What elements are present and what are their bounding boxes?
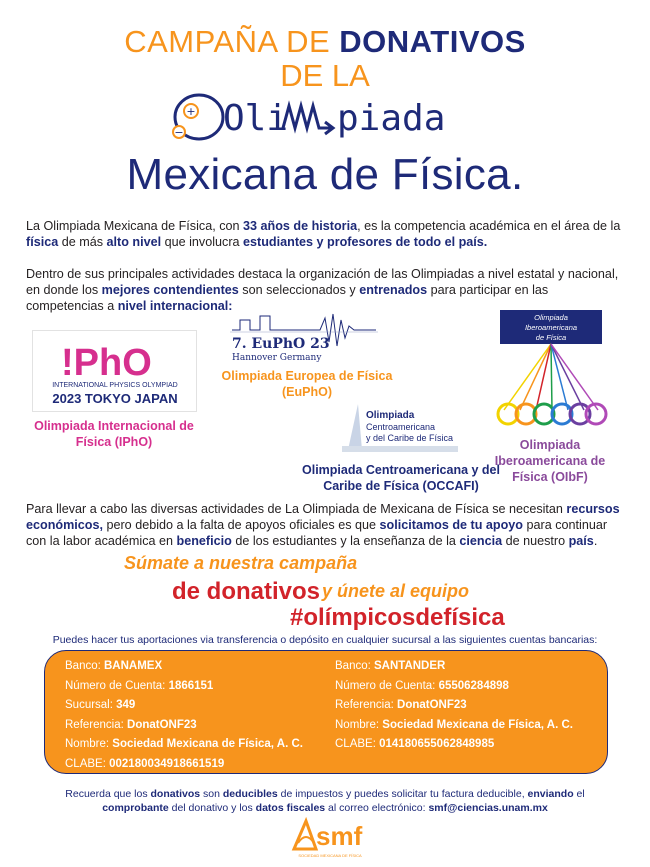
eupho-logo-title: 7. EuPhO 23 <box>232 336 330 352</box>
slogan-hashtag: #olímpicosdefísica <box>290 604 505 631</box>
body-text: de los estudiantes y la enseñanza de la <box>231 534 460 548</box>
bank-field-row <box>65 677 303 697</box>
eupho-logo-sub: Hannover Germany <box>232 353 322 363</box>
body-text: son <box>200 788 223 800</box>
body-text: que involucra <box>161 235 244 249</box>
bank-accounts-panel <box>44 650 608 774</box>
logo-plus-sign: + <box>186 105 196 118</box>
body-text: . <box>593 534 598 548</box>
olimpiada-logo <box>165 88 495 146</box>
emphasis-text: alto nivel <box>106 235 162 249</box>
emphasis-text: física <box>26 235 59 249</box>
bank-field-value: 014180655062848985 <box>379 738 495 750</box>
emphasis-text: comprobante <box>102 802 169 814</box>
occafi-logo <box>338 398 458 454</box>
bank-field-row <box>335 716 573 736</box>
bank-column-banamex <box>65 657 303 774</box>
occafi-logo-line1: Olimpiada <box>366 410 415 421</box>
ipho-logo-year: 2023 TOKYO JAPAN <box>52 391 178 406</box>
emphasis-text: 33 años de historia <box>243 219 358 233</box>
bank-field-row <box>65 755 303 775</box>
smf-logo-mark <box>294 821 316 849</box>
campaign-title-line3: Mexicana de Física. <box>126 150 524 199</box>
title-donativos-text: DONATIVOS <box>339 24 526 59</box>
bank-field-value: BANAMEX <box>104 660 163 672</box>
bank-field-label: Referencia: <box>335 699 398 711</box>
bank-field-label: Número de Cuenta: <box>335 679 439 692</box>
body-text: Dentro de sus principales actividades destaca la organización de las Olimpiadas a nivel estatal y nacional, en donde los <box>26 267 619 297</box>
eupho-caption: Olimpiada Europea de Física (EuPhO) <box>221 369 393 399</box>
bank-field-value: 349 <box>116 699 136 711</box>
bank-field-label: Número de Cuenta: <box>65 679 169 692</box>
title-campaign-text: CAMPAÑA DE <box>124 24 340 59</box>
emphasis-text: donativos <box>150 788 201 800</box>
emphasis-text: beneficio <box>176 534 232 548</box>
emphasis-text: mejores contendientes <box>101 283 239 297</box>
ipho-logo <box>32 330 197 412</box>
campaign-title-line1 <box>0 24 650 60</box>
intro-paragraph-2 <box>26 266 626 314</box>
bank-field-label: Sucursal: <box>65 699 117 711</box>
logo-text-right: piada <box>337 98 446 139</box>
body-text: son seleccionados y <box>238 283 360 297</box>
bank-field-row <box>65 696 303 716</box>
ipho-logo-graphic <box>33 331 198 413</box>
bank-column-santander <box>335 657 573 755</box>
body-text: , es la competencia académica en el área de la <box>357 219 621 233</box>
appeal-paragraph <box>26 501 626 549</box>
bank-field-value: 1866151 <box>168 679 214 692</box>
bank-field-label: Nombre: <box>65 738 113 750</box>
body-text: del donativo y los <box>168 802 256 814</box>
occafi-caption: Olimpiada Centroamericana y del Caribe de Física (OCCAFI) <box>302 463 500 493</box>
bank-field-value: 65506284898 <box>438 679 509 692</box>
bank-intro: Puedes hacer tus aportaciones via transferencia o depósito en cualquier sucursal a las siguientes cuentas bancarias: <box>52 634 598 646</box>
eupho-logo <box>230 312 378 364</box>
body-text: Para llevar a cabo las diversas actividades de La Olimpiada de Mexicana de Física se necesitan <box>26 502 567 516</box>
emphasis-text: ciencia <box>459 534 503 548</box>
slogan-line2-main: de donativos <box>172 578 321 605</box>
bank-field-label: Banco: <box>65 660 104 672</box>
emphasis-text: datos fiscales <box>255 802 326 814</box>
emphasis-text: solicitamos de tu apoyo <box>379 518 524 532</box>
occafi-logo-line3: y del Caribe de Física <box>366 433 454 443</box>
body-text: de impuestos y puedes solicitar tu factura deducible, <box>277 788 528 800</box>
oibf-logo-rings <box>498 404 606 424</box>
emphasis-text: deducibles <box>222 788 278 800</box>
emphasis-text: recursos económicos, <box>26 502 620 532</box>
smf-logo <box>290 815 370 861</box>
bank-field-row <box>335 735 573 755</box>
slogan-line2-sub: y únete al equipo <box>322 581 470 601</box>
bank-field-row <box>335 696 573 716</box>
bank-field-row <box>65 716 303 736</box>
bank-field-row <box>335 657 573 677</box>
body-text: el <box>573 788 585 800</box>
smf-logo-sub: SOCIEDAD MEXICANA DE FÍSICA <box>298 853 362 858</box>
bank-field-value: DonatONF23 <box>127 718 197 731</box>
body-text: de nuestro <box>502 534 569 548</box>
ipho-caption: Olimpiada Internacional de Física (IPhO) <box>34 419 194 449</box>
ipho-logo-sub: INTERNATIONAL PHYSICS OLYMPIAD <box>52 382 178 389</box>
slogan-line1: Súmate a nuestra campaña <box>124 553 358 573</box>
bank-field-label: Banco: <box>335 660 374 672</box>
bank-field-label: Nombre: <box>335 718 383 731</box>
body-text: para continuar con la labor académica en <box>26 518 608 548</box>
emphasis-text: entrenados <box>359 283 428 297</box>
oibf-caption: Olimpiada Iberoamericana de Física (OIbF) <box>494 438 606 484</box>
bank-field-value: DonatONF23 <box>397 699 467 711</box>
footer-note <box>36 787 614 815</box>
logo-text-left: Oli <box>223 98 289 139</box>
bank-field-row <box>335 677 573 697</box>
bank-field-value: 002180034918661519 <box>109 757 225 770</box>
body-text: pero debido a la falta de apoyos oficiales es que <box>102 518 380 532</box>
oibf-logo-rays <box>504 344 598 410</box>
oibf-logo-line3: de Física <box>535 333 567 342</box>
body-text: al correo electrónico: <box>325 802 429 814</box>
oibf-logo-line1: Olimpiada <box>534 313 568 322</box>
oibf-logo <box>490 310 612 432</box>
ipho-logo-main: !PhO <box>61 342 152 384</box>
smf-logo-text: smf <box>316 821 363 851</box>
bank-field-value: Sociedad Mexicana de Física, A. C. <box>382 718 573 731</box>
body-text: para participar en las competencias a <box>26 283 549 313</box>
body-text: de más <box>58 235 107 249</box>
bank-field-label: Referencia: <box>65 718 128 731</box>
emphasis-text: estudiantes y profesores de todo el país. <box>243 235 488 249</box>
bank-field-row <box>65 735 303 755</box>
occafi-logo-prism <box>348 404 362 450</box>
bank-field-value: Sociedad Mexicana de Física, A. C. <box>112 738 303 750</box>
emphasis-text: smf@ciencias.unam.mx <box>428 802 548 814</box>
bank-field-row <box>65 657 303 677</box>
body-text: Recuerda que los <box>65 788 151 800</box>
bank-field-label: CLABE: <box>335 738 380 750</box>
intro-paragraph-1 <box>26 218 626 250</box>
emphasis-text: país <box>568 534 594 548</box>
body-text: La Olimpiada Mexicana de Física, con <box>26 219 243 233</box>
logo-minus-sign: − <box>174 126 184 139</box>
bank-field-label: CLABE: <box>65 757 110 770</box>
logo-wave-m <box>283 106 331 128</box>
bank-field-value: SANTANDER <box>374 660 446 672</box>
occafi-logo-base <box>342 446 458 452</box>
emphasis-text: nivel internacional: <box>117 299 233 313</box>
campaign-title-line2: DE LA <box>280 58 370 93</box>
emphasis-text: enviando <box>527 788 574 800</box>
oibf-logo-line2: Iberoamericana <box>524 323 578 332</box>
occafi-logo-line2: Centroamericana <box>366 422 436 432</box>
